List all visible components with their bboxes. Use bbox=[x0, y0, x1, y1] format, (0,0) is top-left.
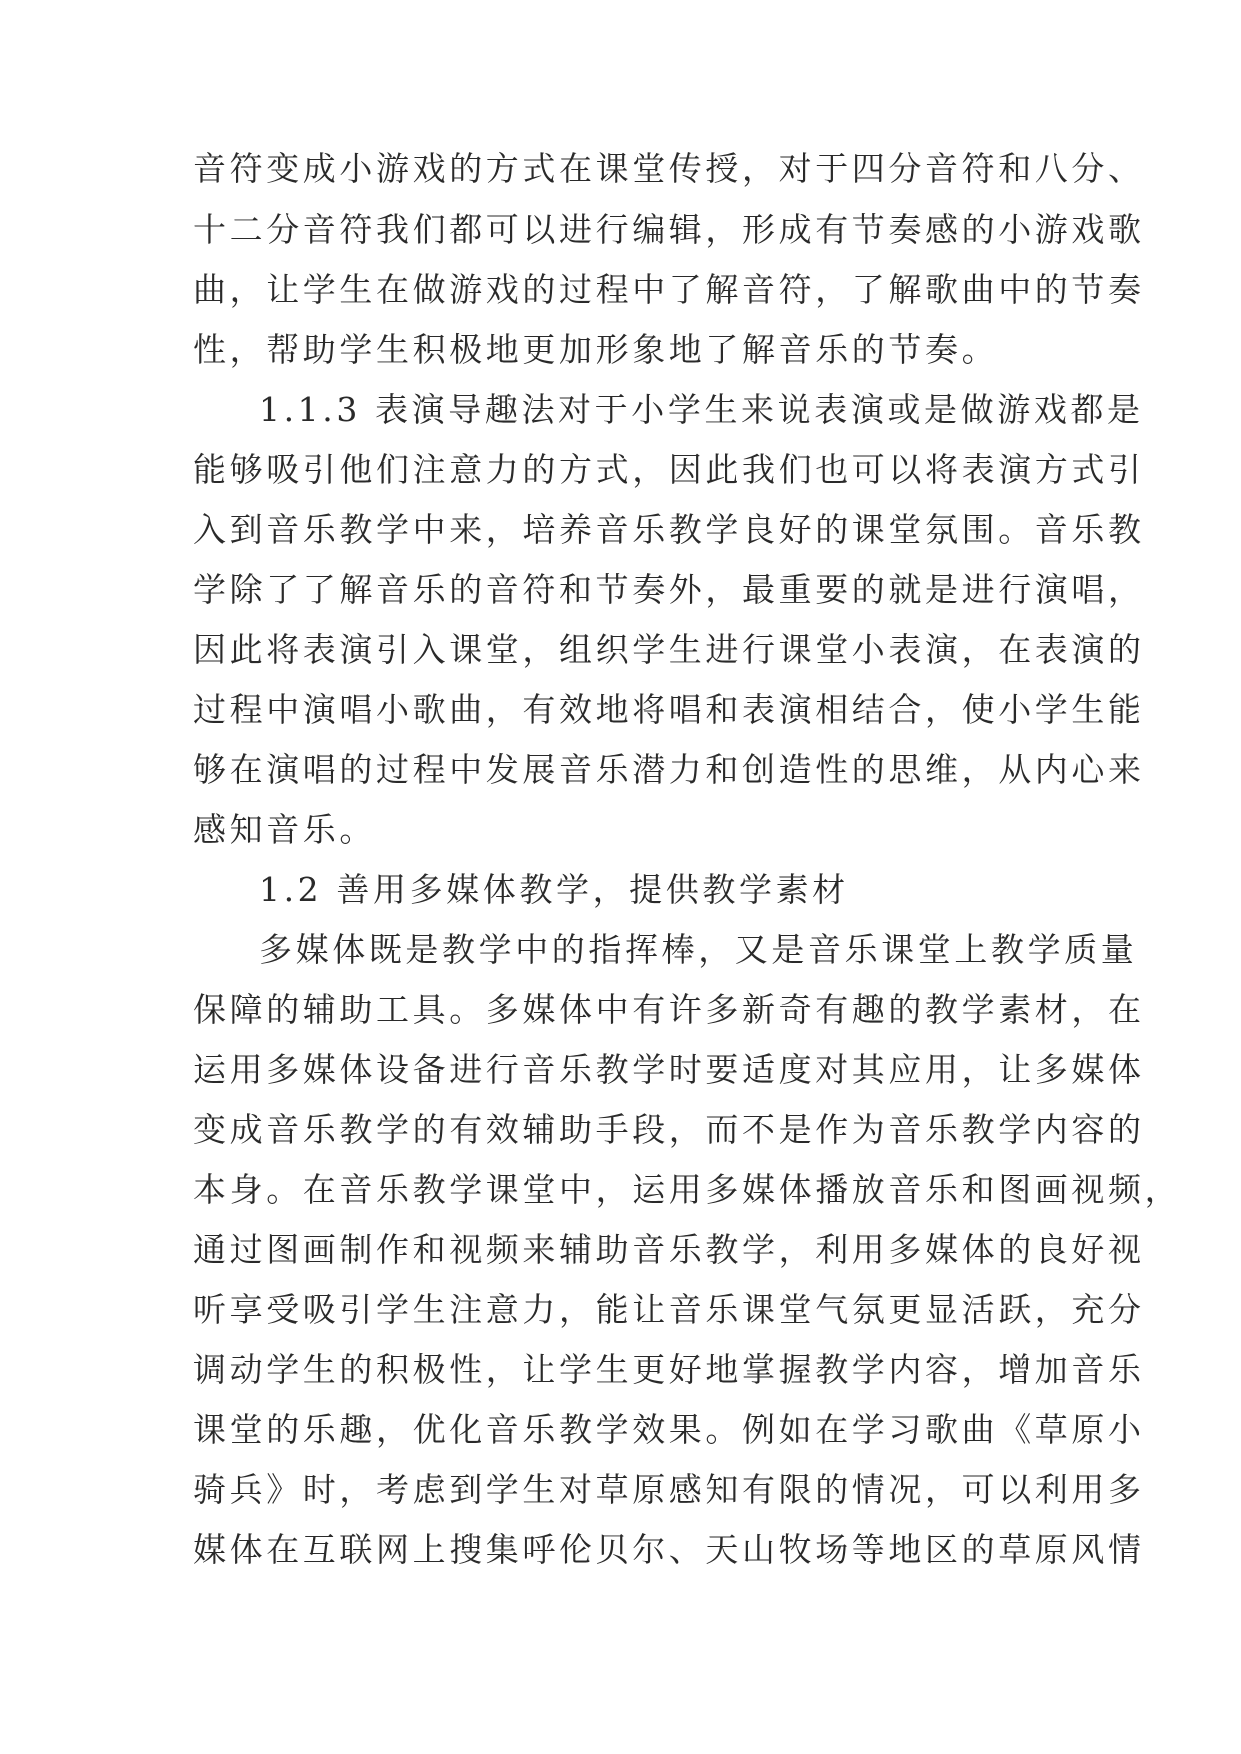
text-line: 感知音乐。 bbox=[193, 810, 376, 849]
text-line: 能够吸引他们注意力的方式，因此我们也可以将表演方式引 bbox=[193, 450, 1145, 489]
text-line: 学除了了解音乐的音符和节奏外，最重要的就是进行演唱， bbox=[193, 570, 1145, 609]
text-line: 因此将表演引入课堂，组织学生进行课堂小表演，在表演的 bbox=[193, 630, 1145, 669]
text-line: 过程中演唱小歌曲，有效地将唱和表演相结合，使小学生能 bbox=[193, 690, 1145, 729]
text-line: 媒体在互联网上搜集呼伦贝尔、天山牧场等地区的草原风情 bbox=[193, 1530, 1145, 1569]
text-line: 调动学生的积极性，让学生更好地掌握教学内容，增加音乐 bbox=[193, 1350, 1145, 1389]
text-line: 课堂的乐趣，优化音乐教学效果。例如在学习歌曲《草原小 bbox=[193, 1410, 1145, 1449]
text-line: 曲，让学生在做游戏的过程中了解音符，了解歌曲中的节奏 bbox=[193, 270, 1145, 309]
text-line: 运用多媒体设备进行音乐教学时要适度对其应用，让多媒体 bbox=[193, 1050, 1145, 1089]
text-line: 性，帮助学生积极地更加形象地了解音乐的节奏。 bbox=[193, 330, 999, 369]
text-line: 通过图画制作和视频来辅助音乐教学，利用多媒体的良好视 bbox=[193, 1230, 1145, 1269]
text-line: 听享受吸引学生注意力，能让音乐课堂气氛更显活跃，充分 bbox=[193, 1290, 1145, 1329]
text-line: 变成音乐教学的有效辅助手段，而不是作为音乐教学内容的 bbox=[193, 1110, 1145, 1149]
text-line: 够在演唱的过程中发展音乐潜力和创造性的思维，从内心来 bbox=[193, 750, 1145, 789]
section-heading-1-2: 1.2 善用多媒体教学，提供教学素材 bbox=[259, 870, 849, 909]
text-line: 骑兵》时，考虑到学生对草原感知有限的情况，可以利用多 bbox=[193, 1470, 1145, 1509]
text-line: 保障的辅助工具。多媒体中有许多新奇有趣的教学素材，在 bbox=[193, 990, 1145, 1029]
text-line: 本身。在音乐教学课堂中，运用多媒体播放音乐和图画视频， bbox=[193, 1170, 1182, 1209]
section-heading-1-1-3: 1.1.3 表演导趣法对于小学生来说表演或是做游戏都是 bbox=[259, 390, 1144, 429]
paragraph-start: 多媒体既是教学中的指挥棒，又是音乐课堂上教学质量 bbox=[259, 930, 1138, 969]
text-line: 十二分音符我们都可以进行编辑，形成有节奏感的小游戏歌 bbox=[193, 210, 1145, 249]
text-line: 入到音乐教学中来，培养音乐教学良好的课堂氛围。音乐教 bbox=[193, 510, 1145, 549]
text-line: 音符变成小游戏的方式在课堂传授，对于四分音符和八分、 bbox=[193, 149, 1145, 188]
